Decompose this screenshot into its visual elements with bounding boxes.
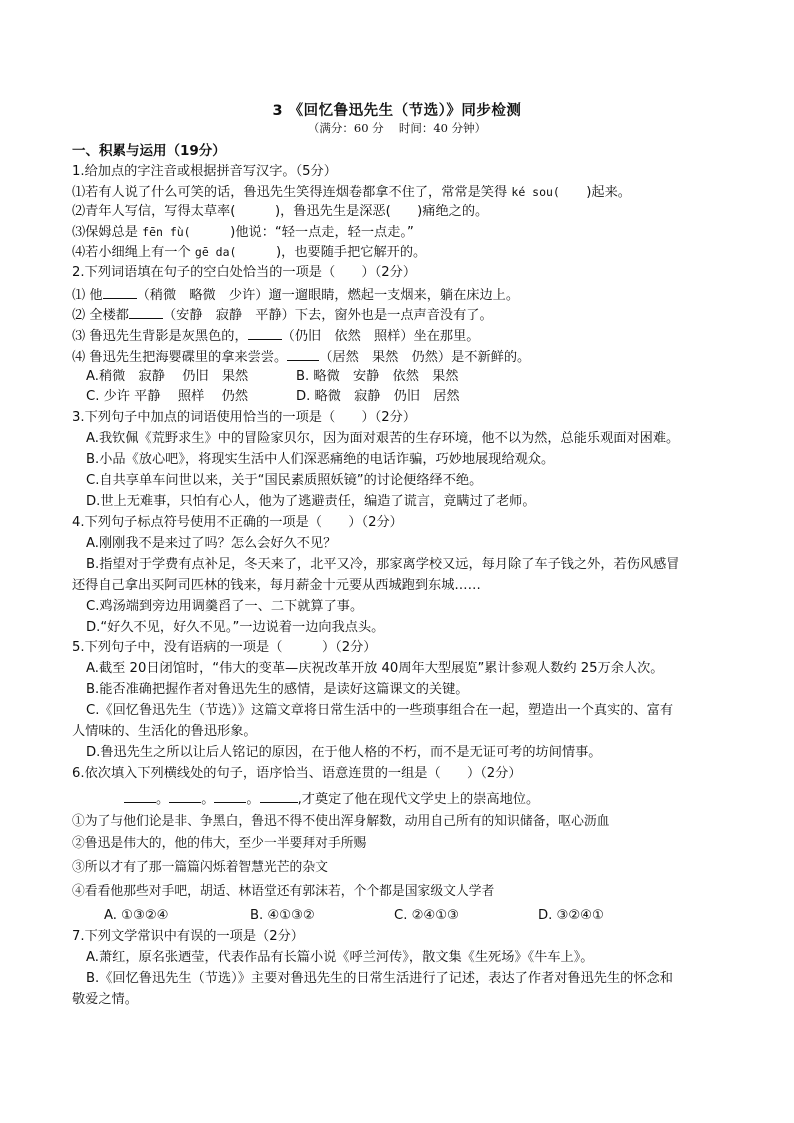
option-a: A.刚刚我不是来过了吗？怎么会好久不见？: [86, 536, 337, 551]
option-a: A. ①③②④: [104, 908, 169, 923]
option-b: B.《回忆鲁迅先生（节选）》主要对鲁迅先生的日常生活进行了记述，表达了作者对鲁迅先生的怀念和: [86, 971, 673, 986]
q2-item-4-text: ⑷ 鲁迅先生把海婴碟里的拿来尝尝。: [72, 350, 288, 365]
answer-blank: [214, 788, 246, 803]
question-1-stem: 1.给加点的字注音或根据拼音写汉字。（5分）: [72, 164, 337, 179]
option-c: C.鸡汤端到旁边用调羹舀了一、二下就算了事。: [86, 599, 364, 614]
option-a: A.萧红，原名张迺莹，代表作品有长篇小说《呼兰河传》，散文集《生死场》《牛车上》。: [86, 950, 594, 965]
q2-item-1-text: ⑴ 他: [72, 288, 103, 303]
option-d: D.鲁迅先生之所以让后人铭记的原因，在于他人格的不朽，而不是无证可考的坊间情事。: [86, 745, 602, 760]
pinyin-hint: ké sou(: [511, 185, 560, 199]
question-1-item-2: ⑵青年人写信，写得太草率( )，鲁迅先生是深恶( )痛绝之的。: [72, 204, 489, 219]
option-c: C.自共享单车问世以来，关于“国民素质照妖镜”的讨论便络绎不绝。: [86, 473, 483, 488]
exam-info: （满分：60 分 时间：40 分钟）: [307, 121, 487, 135]
option-d: D. ③②④①: [538, 908, 604, 923]
q1-item-3-text: ⑶保姆总是: [72, 225, 138, 240]
sentence-4: ④看看他那些对手吧，胡适、林语堂还有郭沫若，个个都是国家级文人学者: [72, 884, 495, 899]
question-3-stem: 3.下列句子中加点的词语使用恰当的一项是（ ）（2分）: [72, 410, 417, 425]
option-a: A.我钦佩《荒野求生》中的冒险家贝尔，因为面对艰苦的生存环境，他不以为然，总能乐观面对困难。: [86, 431, 680, 446]
q2-item-2-text: ⑵ 全楼都: [72, 308, 129, 323]
option-d: D. 略微 寂静 仍旧 居然: [296, 389, 460, 404]
q2-item-2-tail: （安静 寂静 平静）下去，窗外也是一点声音没有了。: [162, 308, 493, 323]
q1-item-1-text: ⑴若有人说了什么可笑的话，鲁迅先生笑得连烟卷都拿不住了，常常是笑得: [72, 185, 508, 200]
answer-blank: [124, 788, 156, 803]
fill-in-tail: ,才奠定了他在现代文学史上的崇高地位。: [297, 792, 540, 807]
question-1-item-1: [72, 182, 631, 203]
option-d: D.世上无难事，只怕有心人，他为了逃避责任，编造了谎言，竟瞒过了老师。: [86, 494, 536, 509]
question-2-stem: 2.下列词语填在句子的空白处恰当的一项是（ ）（2分）: [72, 265, 417, 280]
q2-item-4-tail: （居然 果然 仍然）是不新鲜的。: [319, 350, 531, 365]
sentence-1: ①为了与他们论是非、争黑白，鲁迅不得不使出浑身解数，动用自己所有的知识储备，呕心沥血: [72, 814, 610, 829]
q2-item-1-tail: （稍微 略微 少许）遛一遛眼睛，燃起一支烟来，躺在床边上。: [136, 288, 520, 303]
answer-blank: [260, 788, 298, 803]
question-2-item-4: [72, 346, 530, 368]
option-d: D.“好久不见，好久不见。”一边说着一边向我点头。: [86, 620, 385, 635]
fill-in-sentence: 。 。 。 ,才奠定了他在现代文学史上的崇高地位。: [124, 788, 539, 810]
option-b: B. 略微 安静 依然 果然: [296, 369, 459, 384]
option-c-continued: 人情味的、生活化的鲁迅形象。: [72, 724, 257, 739]
option-b-continued: 敬爱之情。: [72, 992, 138, 1007]
option-c: C. 少许 平静 照样 仍然: [86, 389, 249, 404]
option-b: B.指望对于学费有点补足，冬天来了，北平又冷，那家离学校又远，每月除了车子钱之外，若伤风感冒: [86, 557, 680, 572]
answer-blank: [103, 284, 137, 299]
q2-item-3-tail: （仍旧 依然 照样）坐在那里。: [281, 329, 480, 344]
sentence-3: ③所以才有了那一篇篇闪烁着智慧光芒的杂文: [72, 860, 328, 875]
pinyin-hint: gē da(: [194, 245, 237, 259]
question-5-stem: 5.下列句子中，没有语病的一项是（ ）（2分）: [72, 640, 377, 655]
option-c: C.《回忆鲁迅先生（节选）》这篇文章将日常生活中的一些琐事组合在一起，塑造出一个真实的、富有: [86, 703, 674, 718]
q1-item-4-text: ⑷若小细绳上有一个: [72, 245, 191, 260]
option-b: B.能否准确把握作者对鲁迅先生的感情，是读好这篇课文的关键。: [86, 682, 469, 697]
sentence-2: ②鲁迅是伟大的，他的伟大，至少一半要拜对手所赐: [72, 836, 367, 851]
question-2-item-2: [72, 304, 493, 326]
option-a: A.稍微 寂静 仍旧 果然: [86, 369, 249, 384]
q1-item-3-tail: )他说：“轻一点走，轻一点走。”: [190, 225, 414, 240]
q2-item-3-text: ⑶ 鲁迅先生背影是灰黑色的，: [72, 329, 248, 344]
answer-blank: [129, 304, 163, 319]
option-c: C. ②④①③: [394, 908, 459, 923]
question-6-stem: 6.依次填入下列横线处的句子，语序恰当、语意连贯的一组是（ ）（2分）: [72, 766, 522, 781]
question-1-item-4: [72, 242, 426, 263]
question-1-item-3: [72, 222, 414, 243]
section-heading: 一、积累与运用（19分）: [72, 143, 226, 159]
option-a: A.截至 20日闭馆时，“伟大的变革—庆祝改革开放 40周年大型展览”累计参观人数约 25万余人次。: [86, 661, 664, 676]
q1-item-4-tail: )，也要随手把它解开的。: [236, 245, 427, 260]
answer-blank: [248, 325, 282, 340]
question-7-stem: 7.下列文学常识中有误的一项是（2分）: [72, 929, 304, 944]
option-b: B.小品《放心吧》，将现实生活中人们深恶痛绝的电话诈骗，巧妙地展现给观众。: [86, 452, 555, 467]
question-2-item-1: [72, 284, 519, 306]
page-title: 3 《回忆鲁迅先生（节选）》同步检测: [272, 103, 522, 119]
q1-item-1-tail: )起来。: [559, 185, 631, 200]
answer-blank: [169, 788, 201, 803]
question-2-item-3: [72, 325, 479, 347]
option-b-continued: 还得自己拿出买阿司匹林的钱来，每月薪金十元要从西城跑到东城……: [72, 578, 481, 593]
answer-blank: [287, 346, 319, 361]
pinyin-hint: fēn fù(: [142, 225, 191, 239]
option-b: B. ④①③②: [250, 908, 315, 923]
question-4-stem: 4.下列句子标点符号使用不正确的一项是（ ）（2分）: [72, 515, 403, 530]
